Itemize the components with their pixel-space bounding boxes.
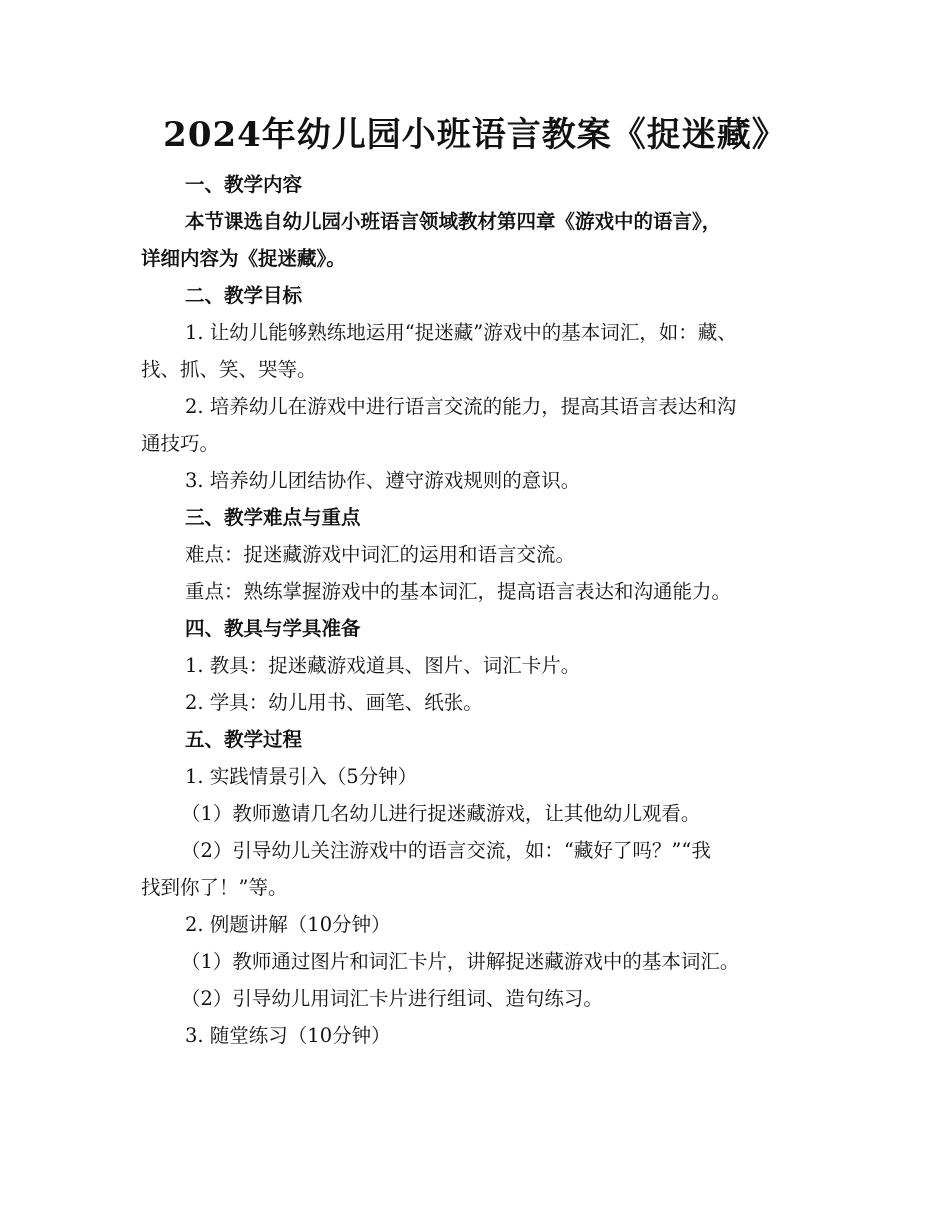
paragraph-line: （2）引导幼儿用词汇卡片进行组词、造句练习。 xyxy=(181,987,603,1010)
section-heading-goals: 二、教学目标 xyxy=(185,284,303,307)
document-title: 2024年幼儿园小班语言教案《捉迷藏》 xyxy=(163,115,787,155)
paragraph-line: 2. 学具：幼儿用书、画笔、纸张。 xyxy=(185,691,483,714)
paragraph-line: 1. 让幼儿能够熟练地运用“捉迷藏”游戏中的基本词汇，如：藏、 xyxy=(185,321,737,344)
paragraph-line: （1）教师通过图片和词汇卡片，讲解捉迷藏游戏中的基本词汇。 xyxy=(181,950,740,973)
paragraph-line: （1）教师邀请几名幼儿进行捉迷藏游戏，让其他幼儿观看。 xyxy=(181,802,701,825)
section-heading-materials: 四、教具与学具准备 xyxy=(185,617,361,640)
paragraph-line: 找、抓、笑、哭等。 xyxy=(141,358,317,381)
paragraph-line: 本节课选自幼儿园小班语言领域教材第四章《游戏中的语言》， xyxy=(185,210,722,233)
paragraph-line: 1. 实践情景引入（5分钟） xyxy=(185,765,418,788)
paragraph-line: 3. 培养幼儿团结协作、遵守游戏规则的意识。 xyxy=(185,469,581,492)
paragraph-line: 2. 培养幼儿在游戏中进行语言交流的能力，提高其语言表达和沟 xyxy=(185,395,737,418)
paragraph-line: 1. 教具：捉迷藏游戏道具、图片、词汇卡片。 xyxy=(185,654,581,677)
paragraph-line: （2）引导幼儿关注游戏中的语言交流，如：“藏好了吗？”“我 xyxy=(181,839,711,862)
paragraph-line: 重点：熟练掌握游戏中的基本词汇，提高语言表达和沟通能力。 xyxy=(185,580,732,603)
paragraph-line: 2. 例题讲解（10分钟） xyxy=(185,913,391,936)
paragraph-line: 通技巧。 xyxy=(141,432,220,455)
section-heading-key-points: 三、教学难点与重点 xyxy=(185,506,361,529)
paragraph-line: 3. 随堂练习（10分钟） xyxy=(185,1024,391,1047)
paragraph-line: 找到你了！”等。 xyxy=(141,876,288,899)
paragraph-line: 难点：捉迷藏游戏中词汇的运用和语言交流。 xyxy=(185,543,576,566)
paragraph-line: 详细内容为《捉迷藏》。 xyxy=(141,247,346,270)
section-heading-content: 一、教学内容 xyxy=(185,173,303,196)
section-heading-process: 五、教学过程 xyxy=(185,728,303,751)
